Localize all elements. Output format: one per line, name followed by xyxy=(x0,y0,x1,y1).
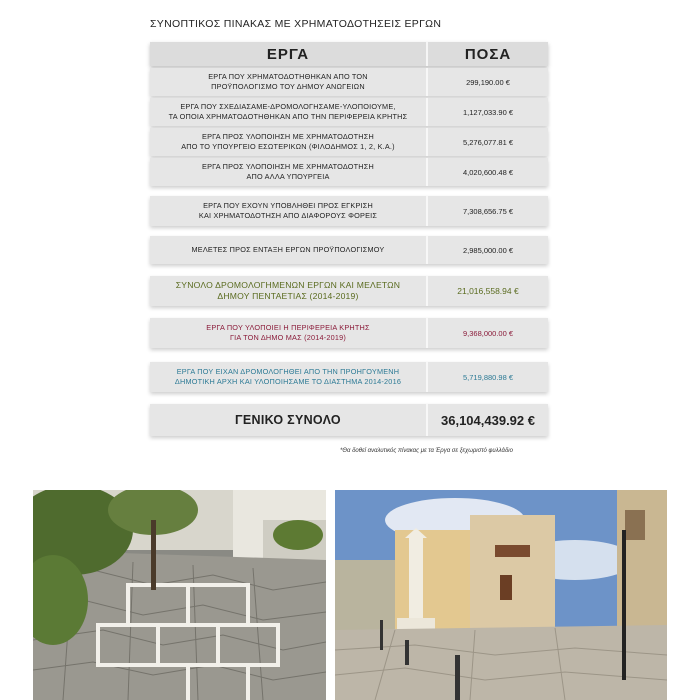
row-amount: 2,985,000.00 € xyxy=(426,236,548,264)
table-row xyxy=(150,98,548,126)
table-row xyxy=(150,196,548,226)
subtotal-row xyxy=(150,276,548,306)
table-row xyxy=(150,68,548,96)
row-description: ΕΡΓΑ ΠΟΥ ΕΧΟΥΝ ΥΠΟΒΛΗΘΕΙ ΠΡΟΣ ΕΓΚΡΙΣΗ ΚΑΙ ΧΡΗΜΑΤΟΔΟΤΗΣΗ ΑΠΟ ΔΙΑΦΟΡΟΥΣ ΦΟΡΕΙΣ xyxy=(198,201,378,220)
row-description: ΕΡΓΑ ΠΡΟΣ ΥΛΟΠΟΙΗΣΗ ΜΕ ΧΡΗΜΑΤΟΔΟΤΗΣΗ ΑΠΟ ΤΟ ΥΠΟΥΡΓΕΙΟ ΕΣΩΤΕΡΙΚΩΝ (ΦΙΛΟΔΗΜΟΣ 1, 2, Κ.Α.) xyxy=(181,132,395,151)
row-description: ΕΡΓΑ ΠΡΟΣ ΥΛΟΠΟΙΗΣΗ ΜΕ ΧΡΗΜΑΤΟΔΟΤΗΣΗ ΑΠΟ ΑΛΛΑ ΥΠΟΥΡΓΕΙΑ xyxy=(202,162,374,181)
subtotal-description: ΣΥΝΟΛΟ ΔΡΟΜΟΛΟΓΗΜΕΝΩΝ ΕΡΓΩΝ ΚΑΙ ΜΕΛΕΤΩΝ ΔΗΜΟΥ ΠΕΝΤΑΕΤΙΑΣ (2014-2019) xyxy=(175,280,401,301)
previous-description: ΕΡΓΑ ΠΟΥ ΕΙΧΑΝ ΔΡΟΜΟΛΟΓΗΘΕΙ ΑΠΟ ΤΗΝ ΠΡΟΗΓΟΥΜΕΝΗ ΔΗΜΟΤΙΚΗ ΑΡΧΗ ΚΑΙ ΥΛΟΠΟΙΗΣΑΜΕ ΤΟ ΔΙΑΣΤΗΜΑ 2014-2016 xyxy=(174,367,402,386)
region-row xyxy=(150,318,548,348)
photo-village-square xyxy=(335,490,667,700)
row-amount: 5,276,077.81 € xyxy=(426,128,548,156)
region-description: ΕΡΓΑ ΠΟΥ ΥΛΟΠΟΙΕΙ Η ΠΕΡΙΦΕΡΕΙΑ ΚΡΗΤΗΣ ΓΙΑ ΤΟΝ ΔΗΜΟ ΜΑΣ (2014-2019) xyxy=(206,323,370,342)
table-row xyxy=(150,128,548,156)
funding-table xyxy=(150,42,548,428)
grand-total-label: ΓΕΝΙΚΟ ΣΥΝΟΛΟ xyxy=(235,413,341,427)
footnote: *Θα δοθεί αναλυτικός πίνακας με τα Έργα σε ξεχωριστό φυλλάδιο xyxy=(340,448,513,454)
previous-row xyxy=(150,362,548,392)
subtotal-amount: 21,016,558.94 € xyxy=(426,276,548,306)
row-amount: 7,308,656.75 € xyxy=(426,196,548,226)
header-works: ΕΡΓΑ xyxy=(266,45,310,63)
table-row xyxy=(150,236,548,264)
page-title: ΣΥΝΟΠΤΙΚΟΣ ΠΙΝΑΚΑΣ ΜΕ ΧΡΗΜΑΤΟΔΟΤΗΣΕΙΣ ΕΡΓΩΝ xyxy=(150,18,442,30)
village-square-illustration xyxy=(335,490,667,700)
row-amount: 1,127,033.90 € xyxy=(426,98,548,126)
row-description: ΕΡΓΑ ΠΟΥ ΧΡΗΜΑΤΟΔΟΤΗΘΗΚΑΝ ΑΠΟ ΤΟΝ ΠΡΟΫΠΟΛΟΓΙΣΜΟ ΤΟΥ ΔΗΜΟΥ ΑΝΩΓΕΙΩΝ xyxy=(208,72,368,91)
grand-total-row xyxy=(150,404,548,436)
previous-amount: 5,719,880.98 € xyxy=(426,362,548,392)
paved-square-illustration xyxy=(33,490,326,700)
row-amount: 299,190.00 € xyxy=(426,68,548,96)
table-row xyxy=(150,158,548,186)
row-description: ΕΡΓΑ ΠΟΥ ΣΧΕΔΙΑΣΑΜΕ-ΔΡΟΜΟΛΟΓΗΣΑΜΕ-ΥΛΟΠΟΙΟΥΜΕ, ΤΑ ΟΠΟΙΑ ΧΡΗΜΑΤΟΔΟΤΗΘΗΚΑΝ ΑΠΟ ΤΗΝ ΠΕΡΙΦΕΡΕΙΑ ΚΡΗΤΗΣ xyxy=(168,102,408,121)
table-header xyxy=(150,42,548,66)
photo-paved-square xyxy=(33,490,326,700)
row-description: ΜΕΛΕΤΕΣ ΠΡΟΣ ΕΝΤΑΞΗ ΕΡΓΩΝ ΠΡΟΫΠΟΛΟΓΙΣΜΟΥ xyxy=(191,245,385,254)
grand-total-amount: 36,104,439.92 € xyxy=(426,404,548,436)
region-amount: 9,368,000.00 € xyxy=(426,318,548,348)
row-amount: 4,020,600.48 € xyxy=(426,158,548,186)
header-amounts: ΠΟΣΑ xyxy=(426,42,548,66)
